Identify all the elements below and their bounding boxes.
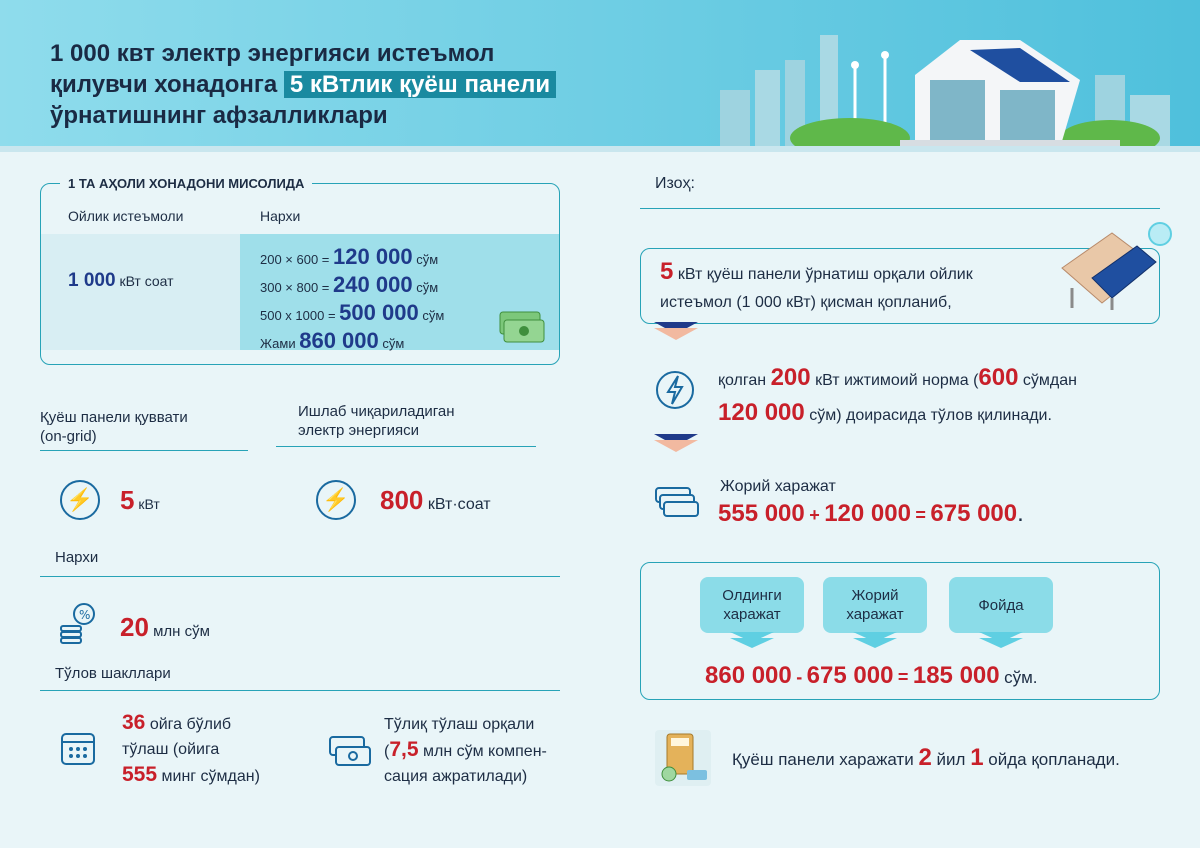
production-label-l2: электр энергияси — [298, 422, 420, 439]
pill-previous-cost — [700, 577, 804, 633]
pill3: Фойда — [978, 596, 1024, 614]
note-p2 — [718, 362, 1077, 432]
full-text1: Тўлиқ тўлаш орқали — [384, 716, 535, 733]
compare-unit: сўм. — [1004, 668, 1038, 687]
full-text2: млн сўм компен- — [422, 743, 547, 760]
city-house-illustration — [700, 20, 1200, 148]
col-consumption: Ойлик истеъмоли — [68, 208, 184, 224]
p3-c: 675 000 — [930, 500, 1018, 527]
installment-text1: ойга бўлиб — [149, 716, 232, 733]
installment-amount: 555 — [122, 763, 158, 786]
production-unit: кВт·соат — [427, 496, 491, 513]
note-label-line — [640, 208, 1160, 209]
row-unit: сўм — [416, 280, 439, 295]
note-p2-c: сўмдан — [1022, 372, 1077, 389]
price-row — [260, 244, 444, 272]
total-unit: сўм — [382, 336, 405, 351]
note-p1 — [660, 258, 1080, 317]
installment-months: 36 — [122, 711, 146, 734]
full-amount: 7,5 — [389, 738, 419, 761]
note-p3-label: Жорий харажат — [720, 478, 836, 495]
p3-a: 555 000 — [718, 500, 805, 527]
p3-b: 120 000 — [824, 500, 911, 527]
price-value-line — [120, 612, 210, 643]
price-row — [260, 300, 444, 328]
title-line-1: 1 000 квт электр энергияси истеъмол — [50, 40, 495, 67]
money-stack-icon — [498, 308, 548, 348]
chevron-down-icon — [654, 322, 698, 340]
cash-stack-icon — [654, 484, 700, 520]
coins-percent-icon — [58, 602, 98, 644]
note-p2-num2: 600 — [978, 364, 1019, 391]
page-title — [50, 38, 556, 131]
note-p2-b: кВт ижтимоий норма ( — [815, 372, 979, 389]
pill1-l2: харажат — [723, 606, 781, 623]
cash-icon — [328, 735, 374, 769]
p3-eq: = — [915, 505, 926, 525]
row-value: 240 000 — [333, 272, 413, 297]
row-formula: 500 х 1000 = — [260, 308, 336, 323]
lightning-icon: ⚡ — [316, 480, 356, 520]
payment-label-line — [40, 690, 560, 691]
solar-panel-icon — [1052, 228, 1160, 312]
installment-text2: тўлаш (ойига — [122, 741, 220, 758]
note-p2-a: қолган — [718, 372, 767, 389]
compare-minus: - — [796, 667, 803, 687]
compare-formula — [705, 662, 1038, 690]
installment-text — [122, 710, 260, 789]
svg-text:%: % — [79, 608, 91, 622]
header-divider — [0, 146, 1200, 152]
power-unit: кВт — [138, 496, 160, 512]
consumption-unit: кВт соат — [119, 273, 174, 289]
note-p1-a: кВт қуёш панели ўрнатиш орқали ойлик — [677, 266, 973, 283]
col-price: Нархи — [260, 208, 301, 224]
price-label-line — [40, 576, 560, 577]
row-formula: 300 × 800 = — [260, 280, 330, 295]
pill-profit — [949, 577, 1053, 633]
note-label: Изоҳ: — [655, 175, 695, 192]
payback-c: ойда қопланади. — [988, 750, 1120, 769]
full-paren: ( — [384, 743, 390, 760]
note-p1-b: истеъмол (1 000 кВт) қисман қопланиб, — [660, 294, 952, 311]
power-label-line — [40, 450, 248, 451]
row-value: 120 000 — [333, 244, 413, 269]
compare-c: 185 000 — [912, 662, 1000, 689]
household-legend: 1 ТА АҲОЛИ ХОНАДОНИ МИСОЛИДА — [60, 176, 312, 191]
compare-eq: = — [897, 667, 909, 687]
production-label — [298, 402, 538, 440]
title-highlight: 5 кВтлик қуёш панели — [284, 71, 556, 98]
power-label-l1: Қуёш панели қуввати — [40, 409, 188, 426]
note-p2-num3: 120 000 — [718, 399, 805, 426]
title-line-2-text: қилувчи хонадонга — [50, 71, 278, 98]
price-total — [260, 328, 444, 356]
pill-current-cost — [823, 577, 927, 633]
p3-dot: . — [1017, 500, 1024, 527]
title-line-2 — [50, 69, 556, 100]
payback-months: 1 — [970, 744, 984, 771]
chevron-down-icon — [654, 434, 698, 452]
consumption-value: 1 000 — [68, 270, 116, 291]
power-label — [40, 408, 248, 462]
installment-text3: минг сўмдан) — [161, 768, 260, 785]
calendar-icon — [60, 728, 98, 768]
payback-text — [732, 744, 1120, 772]
payback-a: Қуёш панели харажати — [732, 750, 914, 769]
total-label: Жами — [260, 336, 296, 351]
price-label: Нархи — [55, 549, 99, 566]
production-value-line — [380, 485, 491, 516]
pill2-l1: Жорий — [851, 587, 899, 604]
row-value: 500 000 — [339, 300, 419, 325]
row-formula: 200 × 600 = — [260, 252, 330, 267]
price-unit: млн сўм — [153, 623, 210, 640]
pill2-l2: харажат — [846, 606, 904, 623]
note-p3-formula — [718, 500, 1024, 528]
payback-years: 2 — [918, 744, 932, 771]
production-label-l1: Ишлаб чиқариладиган — [298, 403, 455, 420]
total-value: 860 000 — [299, 328, 379, 353]
price-rows — [260, 244, 444, 356]
note-p2-num1: 200 — [770, 364, 811, 391]
compare-a: 860 000 — [705, 662, 792, 689]
title-line-3: ўрнатишнинг афзалликлари — [50, 102, 388, 129]
chevron-down-icon — [730, 632, 774, 648]
p3-plus: + — [809, 505, 820, 525]
calculator-icon — [655, 730, 711, 786]
pill1-l1: Олдинги — [722, 587, 782, 604]
price-value: 20 — [120, 612, 149, 642]
production-label-line — [276, 446, 536, 447]
power-value: 5 — [120, 485, 135, 515]
power-value-line — [120, 485, 160, 516]
chevron-down-icon — [853, 632, 897, 648]
price-row — [260, 272, 444, 300]
payment-label: Тўлов шакллари — [55, 665, 171, 682]
note-p1-num: 5 — [660, 258, 674, 285]
lightning-icon: ⚡ — [60, 480, 100, 520]
production-value: 800 — [380, 485, 424, 515]
full-payment-text — [384, 712, 547, 789]
full-text3: сация ажратилади) — [384, 768, 528, 785]
consumption-cell — [68, 270, 174, 292]
note-p2-d: сўм) доирасида тўлов қилинади. — [809, 407, 1052, 424]
row-unit: сўм — [416, 252, 439, 267]
payback-b: йил — [936, 750, 966, 769]
row-unit: сўм — [422, 308, 445, 323]
chevron-down-icon — [979, 632, 1023, 648]
power-label-l2: (on-grid) — [40, 428, 97, 445]
compare-b: 675 000 — [806, 662, 894, 689]
lightning-plug-icon — [654, 368, 696, 412]
